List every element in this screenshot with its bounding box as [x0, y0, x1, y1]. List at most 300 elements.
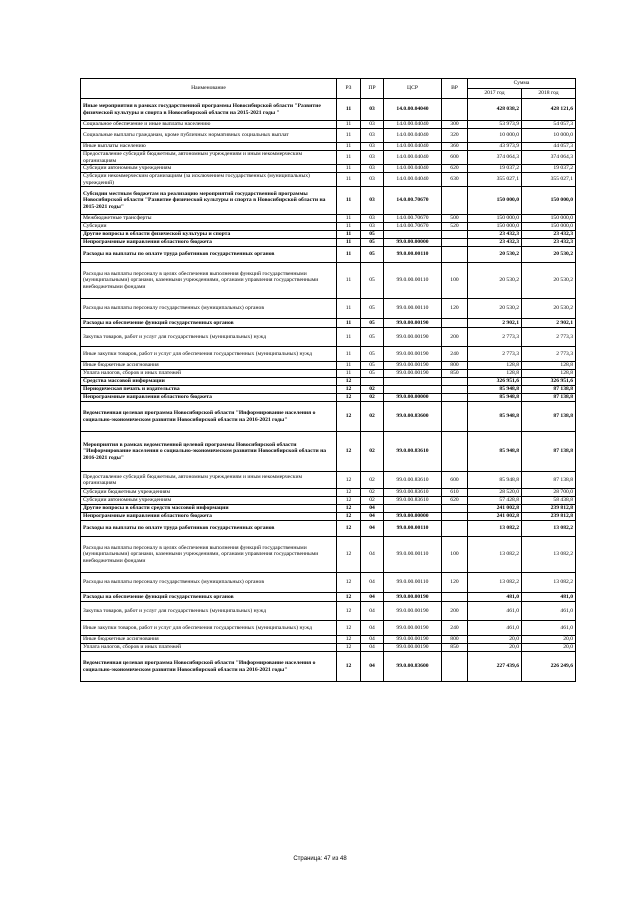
cell-pr: 03 — [361, 215, 384, 223]
cell-rz: 12 — [337, 505, 361, 513]
header-name: Наименование — [81, 79, 337, 99]
cell-sum-2018: 461,0 — [522, 621, 576, 636]
cell-sum-2017: 57 428,8 — [468, 497, 522, 505]
cell-sum-2017: 13 082,2 — [468, 521, 522, 537]
cell-sum-2017: 19 037,2 — [468, 165, 522, 173]
cell-name: Иные мероприятия в рамках государственной программы Новосибирской области "Развитие физической культуры и спорта в Новосибирской области на 2015-2021 годы " — [81, 99, 337, 121]
cell-sum-2018: 20,0 — [522, 636, 576, 644]
cell-rz: 12 — [337, 644, 361, 652]
table-row — [81, 573, 576, 593]
cell-sum-2017: 13 082,2 — [468, 573, 522, 593]
cell-sum-2017: 481,0 — [468, 593, 522, 602]
table-row — [81, 299, 576, 319]
cell-rz: 12 — [337, 402, 361, 432]
cell-rz: 12 — [337, 394, 361, 402]
table-row — [81, 231, 576, 239]
cell-csr: 99.0.00.00000 — [384, 394, 442, 402]
cell-pr: 02 — [361, 402, 384, 432]
cell-rz: 11 — [337, 263, 361, 299]
cell-pr: 04 — [361, 602, 384, 621]
cell-name: Ведомственная целевая программа Новосибирской области "Информирование населения о социально-экономическом развитии Новосибирской области на 2016-2021 годы" — [81, 402, 337, 432]
cell-vr: 240 — [442, 347, 468, 362]
cell-sum-2018: 461,0 — [522, 602, 576, 621]
cell-csr: 14.0.00.04040 — [384, 151, 442, 165]
cell-sum-2018: 2 773,3 — [522, 347, 576, 362]
table-row — [81, 215, 576, 223]
cell-sum-2018: 481,0 — [522, 593, 576, 602]
cell-sum-2018: 20,0 — [522, 644, 576, 652]
cell-sum-2018: 20 530,2 — [522, 263, 576, 299]
cell-rz: 11 — [337, 129, 361, 143]
cell-pr: 04 — [361, 621, 384, 636]
cell-vr: 850 — [442, 370, 468, 378]
table-row — [81, 239, 576, 247]
cell-rz: 11 — [337, 247, 361, 263]
cell-csr: 99.0.00.00190 — [384, 621, 442, 636]
cell-csr: 99.0.00.00190 — [384, 602, 442, 621]
cell-rz: 12 — [337, 472, 361, 489]
cell-sum-2018: 87 138,8 — [522, 472, 576, 489]
cell-sum-2017: 2 773,3 — [468, 347, 522, 362]
cell-name: Расходы на выплаты персоналу в целях обеспечения выполнения функций государственными (муниципальными) органами, казенными учреждениями, органами управления государственными внебюджетными фондами — [81, 537, 337, 573]
cell-sum-2017: 10 000,0 — [468, 129, 522, 143]
cell-rz: 11 — [337, 328, 361, 347]
cell-name: Субсидии — [81, 223, 337, 231]
cell-csr: 99.0.00.83610 — [384, 489, 442, 497]
cell-sum-2017: 355 027,1 — [468, 173, 522, 187]
cell-sum-2017: 20 530,2 — [468, 247, 522, 263]
cell-rz: 12 — [337, 652, 361, 682]
cell-name: Субсидии некоммерческим организациям (за исключением государственных (муниципальных) учреждений) — [81, 173, 337, 187]
cell-csr: 14.0.00.70670 — [384, 215, 442, 223]
cell-csr: 99.0.00.00190 — [384, 362, 442, 370]
cell-sum-2017: 85 948,8 — [468, 432, 522, 472]
cell-csr: 14.0.00.04040 — [384, 173, 442, 187]
cell-name: Уплата налогов, сборов и иных платежей — [81, 370, 337, 378]
cell-rz: 11 — [337, 151, 361, 165]
table-row — [81, 472, 576, 489]
header-vr: ВР — [442, 79, 468, 99]
cell-sum-2018: 20 530,2 — [522, 299, 576, 319]
cell-sum-2018: 326 951,6 — [522, 378, 576, 386]
table-row — [81, 602, 576, 621]
cell-pr: 03 — [361, 223, 384, 231]
table-row — [81, 328, 576, 347]
cell-sum-2017: 53 973,9 — [468, 121, 522, 129]
cell-name: Субсидии местным бюджетам на реализацию мероприятий государственной программы Новосибирской области "Развитие физической культуры и спорта в Новосибирской области на 2015-2021 годы" — [81, 187, 337, 215]
cell-pr: 05 — [361, 299, 384, 319]
cell-pr: 03 — [361, 143, 384, 151]
table-header — [81, 79, 576, 99]
table-row — [81, 370, 576, 378]
header-2017: 2017 год — [468, 89, 522, 99]
cell-sum-2018: 87 138,8 — [522, 386, 576, 394]
cell-vr — [442, 505, 468, 513]
table-row — [81, 247, 576, 263]
cell-pr: 04 — [361, 521, 384, 537]
cell-pr: 03 — [361, 151, 384, 165]
cell-name: Другие вопросы в области физической культуры и спорта — [81, 231, 337, 239]
cell-vr: 520 — [442, 223, 468, 231]
cell-sum-2017: 150 000,0 — [468, 223, 522, 231]
cell-pr: 02 — [361, 394, 384, 402]
cell-sum-2018: 374 064,3 — [522, 151, 576, 165]
cell-name: Иные бюджетные ассигнования — [81, 362, 337, 370]
cell-csr: 99.0.00.00190 — [384, 319, 442, 328]
cell-csr: 99.0.00.00190 — [384, 644, 442, 652]
cell-vr: 500 — [442, 215, 468, 223]
cell-sum-2017: 85 948,8 — [468, 402, 522, 432]
cell-sum-2017: 20,0 — [468, 636, 522, 644]
cell-rz: 11 — [337, 239, 361, 247]
cell-sum-2017: 20,0 — [468, 644, 522, 652]
cell-csr: 99.0.00.00110 — [384, 521, 442, 537]
cell-vr — [442, 378, 468, 386]
cell-rz: 12 — [337, 593, 361, 602]
cell-rz: 12 — [337, 432, 361, 472]
cell-rz: 11 — [337, 99, 361, 121]
cell-csr: 99.0.00.00110 — [384, 263, 442, 299]
cell-sum-2018: 150 000,0 — [522, 187, 576, 215]
cell-vr: 100 — [442, 537, 468, 573]
cell-vr: 610 — [442, 489, 468, 497]
cell-rz: 12 — [337, 602, 361, 621]
cell-sum-2018: 13 082,2 — [522, 521, 576, 537]
cell-pr: 02 — [361, 386, 384, 394]
cell-name: Расходы на выплаты по оплате труда работников государственных органов — [81, 247, 337, 263]
cell-sum-2017: 43 973,9 — [468, 143, 522, 151]
cell-sum-2017: 128,8 — [468, 370, 522, 378]
cell-sum-2017: 2 902,1 — [468, 319, 522, 328]
table-row — [81, 537, 576, 573]
cell-name: Закупка товаров, работ и услуг для государственных (муниципальных) нужд — [81, 328, 337, 347]
cell-sum-2017: 23 432,3 — [468, 239, 522, 247]
cell-sum-2018: 2 902,1 — [522, 319, 576, 328]
cell-sum-2018: 13 082,2 — [522, 573, 576, 593]
cell-csr: 99.0.00.00110 — [384, 537, 442, 573]
cell-csr: 99.0.00.00190 — [384, 347, 442, 362]
cell-vr — [442, 593, 468, 602]
table-row — [81, 143, 576, 151]
cell-sum-2018: 239 812,8 — [522, 505, 576, 513]
table-row — [81, 187, 576, 215]
table-row — [81, 263, 576, 299]
cell-rz: 11 — [337, 215, 361, 223]
cell-pr: 02 — [361, 489, 384, 497]
cell-rz: 12 — [337, 537, 361, 573]
cell-rz: 11 — [337, 370, 361, 378]
cell-name: Иные бюджетные ассигнования — [81, 636, 337, 644]
cell-vr: 620 — [442, 497, 468, 505]
table-row — [81, 652, 576, 682]
cell-vr: 600 — [442, 151, 468, 165]
cell-name: Расходы на выплаты по оплате труда работников государственных органов — [81, 521, 337, 537]
cell-vr: 100 — [442, 263, 468, 299]
cell-sum-2017: 85 948,8 — [468, 472, 522, 489]
cell-name: Иные закупки товаров, работ и услуг для обеспечения государственных (муниципальных) нужд — [81, 621, 337, 636]
table-row — [81, 621, 576, 636]
cell-pr: 03 — [361, 121, 384, 129]
cell-rz: 11 — [337, 362, 361, 370]
cell-pr — [361, 378, 384, 386]
cell-name: Уплата налогов, сборов и иных платежей — [81, 644, 337, 652]
cell-name: Субсидии бюджетным учреждениям — [81, 489, 337, 497]
cell-rz: 11 — [337, 121, 361, 129]
cell-vr: 200 — [442, 328, 468, 347]
cell-rz: 11 — [337, 173, 361, 187]
cell-rz: 11 — [337, 223, 361, 231]
cell-pr: 02 — [361, 472, 384, 489]
cell-rz: 12 — [337, 573, 361, 593]
cell-csr: 14.0.00.70670 — [384, 223, 442, 231]
cell-rz: 12 — [337, 621, 361, 636]
cell-pr: 05 — [361, 362, 384, 370]
cell-vr — [442, 513, 468, 521]
cell-sum-2018: 150 000,0 — [522, 223, 576, 231]
cell-pr: 03 — [361, 165, 384, 173]
cell-name: Расходы на выплаты персоналу государственных (муниципальных) органов — [81, 299, 337, 319]
cell-sum-2018: 44 057,3 — [522, 143, 576, 151]
table-row — [81, 394, 576, 402]
cell-name: Межбюджетные трансферты — [81, 215, 337, 223]
cell-rz: 12 — [337, 521, 361, 537]
cell-pr: 04 — [361, 505, 384, 513]
cell-pr: 05 — [361, 328, 384, 347]
cell-csr — [384, 231, 442, 239]
cell-csr — [384, 378, 442, 386]
cell-name: Расходы на обеспечение функций государственных органов — [81, 593, 337, 602]
cell-vr — [442, 394, 468, 402]
cell-rz: 11 — [337, 299, 361, 319]
cell-vr: 800 — [442, 636, 468, 644]
cell-sum-2018: 150 000,0 — [522, 215, 576, 223]
table-row — [81, 173, 576, 187]
table-row — [81, 386, 576, 394]
cell-sum-2017: 85 948,8 — [468, 386, 522, 394]
cell-name: Расходы на обеспечение функций государственных органов — [81, 319, 337, 328]
cell-rz: 12 — [337, 513, 361, 521]
cell-sum-2017: 461,0 — [468, 602, 522, 621]
header-csr: ЦСР — [384, 79, 442, 99]
table-row — [81, 121, 576, 129]
cell-sum-2017: 241 002,8 — [468, 513, 522, 521]
cell-sum-2017: 461,0 — [468, 621, 522, 636]
cell-rz: 12 — [337, 489, 361, 497]
cell-pr: 02 — [361, 497, 384, 505]
cell-sum-2017: 28 520,0 — [468, 489, 522, 497]
table-row — [81, 223, 576, 231]
cell-pr: 05 — [361, 319, 384, 328]
cell-csr: 99.0.00.00000 — [384, 513, 442, 521]
cell-name: Средства массовой информации — [81, 378, 337, 386]
cell-sum-2018: 128,8 — [522, 370, 576, 378]
cell-name: Предоставление субсидий бюджетным, автономным учреждениям и иным некоммерческим организациям — [81, 151, 337, 165]
cell-vr — [442, 521, 468, 537]
cell-csr: 99.0.00.00000 — [384, 239, 442, 247]
cell-name: Мероприятия в рамках ведомственной целевой программы Новосибирской области "Информирование населения о социально-экономическом развитии Новосибирской области на 2016-2021 годы" — [81, 432, 337, 472]
cell-sum-2017: 374 064,3 — [468, 151, 522, 165]
cell-sum-2018: 87 138,8 — [522, 402, 576, 432]
cell-name: Непрограммные направления областного бюджета — [81, 394, 337, 402]
cell-vr — [442, 432, 468, 472]
cell-sum-2017: 85 948,8 — [468, 394, 522, 402]
cell-rz: 11 — [337, 165, 361, 173]
table-row — [81, 402, 576, 432]
table-row — [81, 593, 576, 602]
cell-csr: 99.0.00.00190 — [384, 636, 442, 644]
cell-sum-2017: 20 530,2 — [468, 263, 522, 299]
cell-pr: 03 — [361, 173, 384, 187]
cell-sum-2018: 20 530,2 — [522, 247, 576, 263]
cell-pr: 05 — [361, 231, 384, 239]
cell-name: Другие вопросы в области средств массовой информации — [81, 505, 337, 513]
cell-name: Периодическая печать и издательства — [81, 386, 337, 394]
cell-csr: 14.0.00.70670 — [384, 187, 442, 215]
cell-csr: 99.0.00.83610 — [384, 432, 442, 472]
cell-csr: 14.0.00.04040 — [384, 121, 442, 129]
cell-name: Закупка товаров, работ и услуг для государственных (муниципальных) нужд — [81, 602, 337, 621]
cell-sum-2018: 23 432,3 — [522, 231, 576, 239]
cell-vr: 120 — [442, 299, 468, 319]
cell-sum-2018: 58 438,8 — [522, 497, 576, 505]
cell-sum-2018: 87 138,8 — [522, 432, 576, 472]
cell-vr — [442, 99, 468, 121]
cell-vr: 600 — [442, 472, 468, 489]
cell-pr: 05 — [361, 347, 384, 362]
table-row — [81, 99, 576, 121]
cell-rz: 11 — [337, 143, 361, 151]
table-row — [81, 513, 576, 521]
cell-sum-2017: 20 530,2 — [468, 299, 522, 319]
header-2018: 2018 год — [522, 89, 576, 99]
cell-sum-2018: 19 037,2 — [522, 165, 576, 173]
cell-name: Субсидии автономным учреждениям — [81, 165, 337, 173]
cell-csr: 99.0.00.83600 — [384, 402, 442, 432]
cell-vr: 360 — [442, 143, 468, 151]
cell-name: Иные выплаты населению — [81, 143, 337, 151]
cell-sum-2018: 355 027,1 — [522, 173, 576, 187]
cell-sum-2018: 239 812,8 — [522, 513, 576, 521]
cell-sum-2018: 28 700,0 — [522, 489, 576, 497]
cell-vr: 620 — [442, 165, 468, 173]
cell-sum-2017: 23 432,3 — [468, 231, 522, 239]
cell-name: Расходы на выплаты персоналу в целях обеспечения выполнения функций государственными (муниципальными) органами, казенными учреждениями, органами управления государственными внебюджетными фондами — [81, 263, 337, 299]
cell-sum-2017: 2 773,3 — [468, 328, 522, 347]
cell-sum-2018: 10 000,0 — [522, 129, 576, 143]
cell-vr — [442, 386, 468, 394]
cell-csr: 14.0.00.04040 — [384, 129, 442, 143]
cell-pr: 04 — [361, 513, 384, 521]
header-pr: ПР — [361, 79, 384, 99]
budget-table — [80, 78, 576, 682]
cell-vr: 320 — [442, 129, 468, 143]
cell-csr: 99.0.00.83600 — [384, 652, 442, 682]
cell-rz: 11 — [337, 187, 361, 215]
cell-sum-2017: 150 000,0 — [468, 215, 522, 223]
cell-sum-2017: 128,8 — [468, 362, 522, 370]
cell-vr — [442, 402, 468, 432]
cell-rz: 12 — [337, 636, 361, 644]
cell-vr — [442, 187, 468, 215]
cell-sum-2017: 227 439,6 — [468, 652, 522, 682]
cell-csr: 99.0.00.00110 — [384, 299, 442, 319]
cell-name: Социальное обеспечение и иные выплаты населению — [81, 121, 337, 129]
cell-vr: 200 — [442, 602, 468, 621]
table-row — [81, 636, 576, 644]
cell-pr: 04 — [361, 652, 384, 682]
cell-name: Предоставление субсидий бюджетным, автономным учреждениям и иным некоммерческим организациям — [81, 472, 337, 489]
cell-name: Непрограммные направления областного бюджета — [81, 239, 337, 247]
table-row — [81, 362, 576, 370]
cell-name: Ведомственная целевая программа Новосибирской области "Информирование населения о социально-экономическом развитии Новосибирской области на 2016-2021 годы" — [81, 652, 337, 682]
cell-sum-2018: 54 057,3 — [522, 121, 576, 129]
cell-name: Субсидии автономным учреждениям — [81, 497, 337, 505]
cell-sum-2018: 428 121,6 — [522, 99, 576, 121]
cell-name: Социальные выплаты гражданам, кроме публичных нормативных социальных выплат — [81, 129, 337, 143]
table-row — [81, 521, 576, 537]
cell-csr: 14.0.00.04040 — [384, 99, 442, 121]
table-row — [81, 497, 576, 505]
cell-csr: 99.0.00.00190 — [384, 370, 442, 378]
cell-csr: 99.0.00.00190 — [384, 328, 442, 347]
cell-vr — [442, 652, 468, 682]
cell-pr: 05 — [361, 239, 384, 247]
cell-vr: 800 — [442, 362, 468, 370]
table-row — [81, 378, 576, 386]
cell-vr: 850 — [442, 644, 468, 652]
cell-pr: 05 — [361, 263, 384, 299]
table-row — [81, 347, 576, 362]
header-sum: Сумма — [468, 79, 576, 89]
cell-pr: 04 — [361, 537, 384, 573]
cell-vr: 630 — [442, 173, 468, 187]
table-row — [81, 165, 576, 173]
page-counter: Страница: 47 из 48 — [293, 856, 347, 862]
cell-vr — [442, 231, 468, 239]
table-body — [81, 99, 576, 682]
cell-csr: 99.0.00.83610 — [384, 472, 442, 489]
cell-pr: 05 — [361, 370, 384, 378]
cell-csr: 99.0.00.83610 — [384, 497, 442, 505]
cell-pr: 04 — [361, 644, 384, 652]
cell-vr: 120 — [442, 573, 468, 593]
table-row — [81, 432, 576, 472]
cell-rz: 11 — [337, 319, 361, 328]
cell-pr: 04 — [361, 573, 384, 593]
cell-sum-2018: 13 082,2 — [522, 537, 576, 573]
cell-sum-2017: 428 038,2 — [468, 99, 522, 121]
cell-name: Непрограммные направления областного бюджета — [81, 513, 337, 521]
cell-vr: 300 — [442, 121, 468, 129]
table-row — [81, 129, 576, 143]
cell-csr: 99.0.00.00110 — [384, 247, 442, 263]
table-row — [81, 505, 576, 513]
cell-sum-2017: 13 082,2 — [468, 537, 522, 573]
cell-csr — [384, 505, 442, 513]
cell-rz: 11 — [337, 347, 361, 362]
cell-csr: 99.0.00.00110 — [384, 573, 442, 593]
cell-pr: 03 — [361, 99, 384, 121]
cell-csr: 14.0.00.04040 — [384, 165, 442, 173]
cell-rz: 12 — [337, 497, 361, 505]
cell-name: Иные закупки товаров, работ и услуг для обеспечения государственных (муниципальных) нужд — [81, 347, 337, 362]
header-rz: РЗ — [337, 79, 361, 99]
cell-sum-2017: 326 951,6 — [468, 378, 522, 386]
cell-csr: 14.0.00.04040 — [384, 143, 442, 151]
cell-sum-2018: 23 432,3 — [522, 239, 576, 247]
cell-sum-2018: 2 773,3 — [522, 328, 576, 347]
table-row — [81, 644, 576, 652]
